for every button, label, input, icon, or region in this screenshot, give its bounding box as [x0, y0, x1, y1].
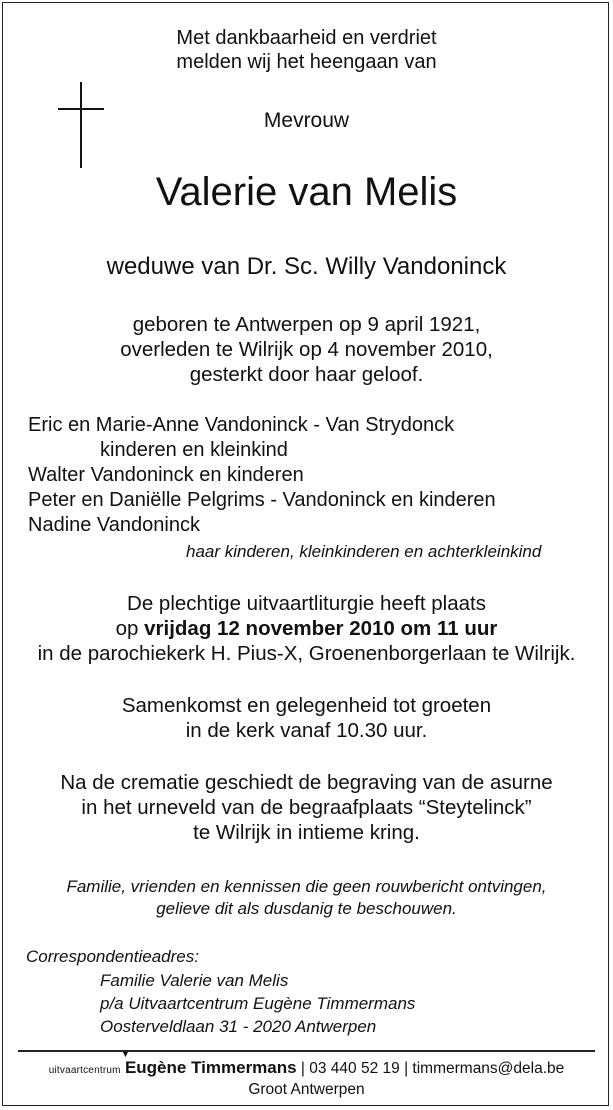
family-line-3: Walter Vandoninck en kinderen	[28, 464, 304, 486]
funeral-line-3: in de parochiekerk H. Pius-X, Groenenborgerlaan te Wilrijk.	[37, 642, 576, 665]
footer-divider	[18, 1050, 595, 1052]
correspondence-label: Correspondentieadres:	[26, 947, 199, 966]
intro-line-2: melden wij het heengaan van	[176, 51, 437, 73]
brand-logo	[120, 1049, 297, 1077]
gathering-line-2: in de kerk vanaf 10.30 uur.	[185, 719, 428, 742]
triangle-mark-icon: ▼	[120, 1049, 130, 1059]
funeral-date-line	[0, 617, 613, 641]
funeral-op: op	[115, 617, 139, 640]
life-faith: gesterkt door haar geloof.	[189, 363, 424, 386]
notice-line-1: Familie, vrienden en kennissen die geen rouwbericht ontvingen,	[66, 877, 547, 896]
family-line-4: Peter en Daniëlle Pelgrims - Vandoninck en kinderen	[28, 489, 496, 511]
deceased-name: Valerie van Melis	[155, 170, 458, 214]
brand-name: Eugène Timmermans	[124, 1058, 297, 1077]
footer-contact	[0, 1049, 613, 1081]
family-line-2: kinderen en kleinkind	[100, 439, 288, 461]
separator-1: |	[300, 1060, 305, 1077]
widow-of: weduwe van Dr. Sc. Willy Vandoninck	[106, 253, 507, 280]
family-summary: haar kinderen, kleinkinderen en achterkleinkind	[186, 542, 542, 561]
footer-phone: 03 440 52 19	[309, 1060, 400, 1077]
life-died: overleden te Wilrijk op 4 november 2010,	[120, 338, 493, 361]
title-prefix: Mevrouw	[263, 109, 350, 132]
family-line-1: Eric en Marie-Anne Vandoninck - Van Strydonck	[28, 414, 455, 436]
notice-line-2: gelieve dit als dusdanig te beschouwen.	[156, 899, 457, 918]
burial-line-2: in het urneveld van de begraafplaats “Steytelinck”	[81, 796, 532, 819]
brand-small: uitvaartcentrum	[48, 1065, 121, 1076]
life-born: geboren te Antwerpen op 9 april 1921,	[132, 313, 481, 336]
correspondence-line-2: p/a Uitvaartcentrum Eugène Timmermans	[100, 994, 416, 1013]
intro-line-1: Met dankbaarheid en verdriet	[176, 27, 437, 49]
footer-region: Groot Antwerpen	[248, 1081, 365, 1098]
footer-email: timmermans@dela.be	[412, 1060, 565, 1077]
family-line-5: Nadine Vandoninck	[28, 514, 200, 536]
correspondence-line-1: Familie Valerie van Melis	[100, 971, 289, 990]
funeral-line-1: De plechtige uitvaartliturgie heeft plaats	[127, 592, 486, 615]
separator-2: |	[404, 1060, 409, 1077]
burial-line-3: te Wilrijk in intieme kring.	[193, 821, 420, 844]
gathering-line-1: Samenkomst en gelegenheid tot groeten	[121, 694, 492, 717]
correspondence-line-3: Oosterveldlaan 31 - 2020 Antwerpen	[100, 1017, 377, 1036]
funeral-date: vrijdag 12 november 2010 om 11 uur	[144, 617, 498, 640]
burial-line-1: Na de crematie geschiedt de begraving van de asurne	[60, 771, 553, 794]
